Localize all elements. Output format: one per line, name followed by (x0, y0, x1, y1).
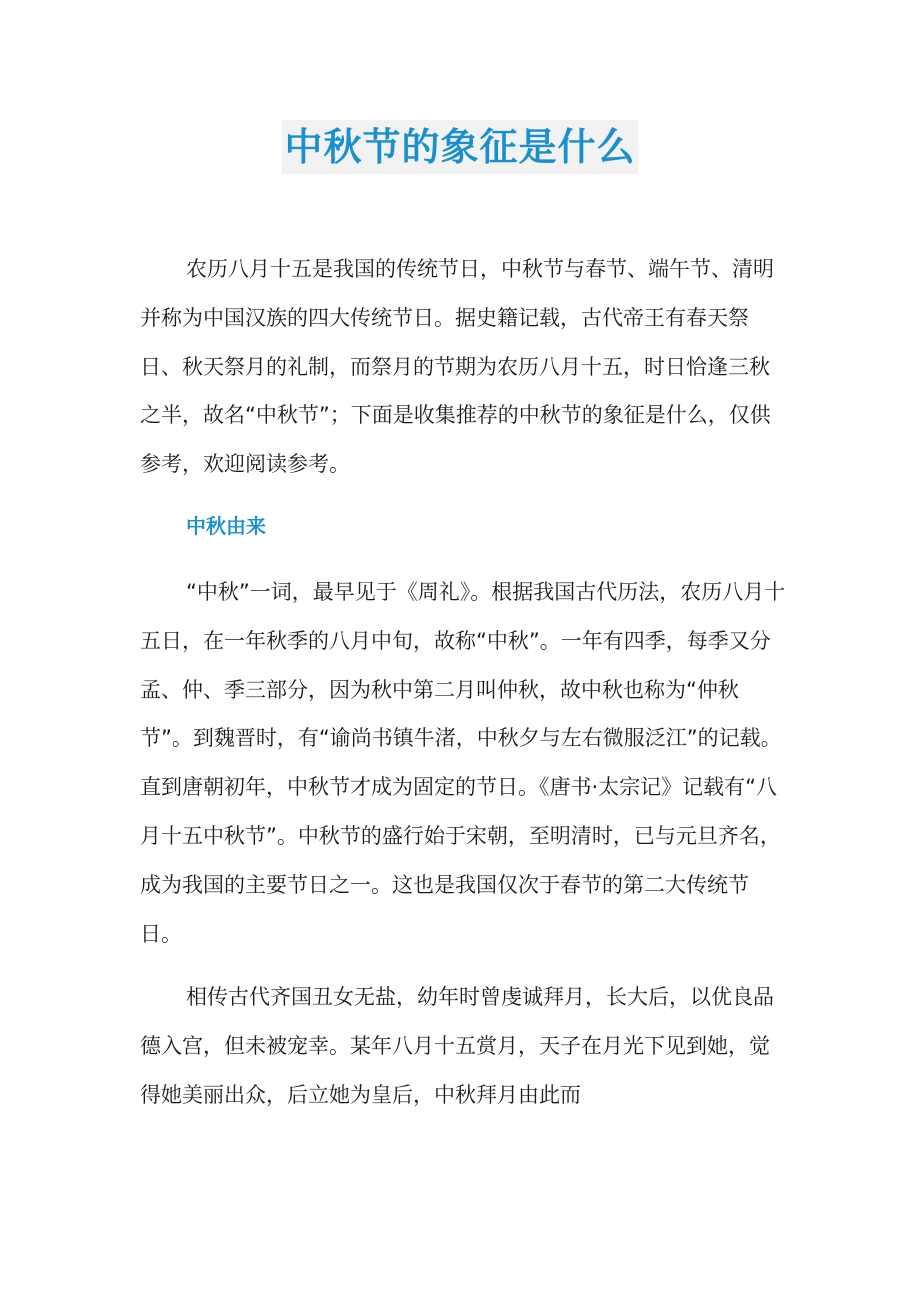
title-container (0, 120, 920, 174)
intro-text: 农历八月十五是我国的传统节日，中秋节与春节、端午节、清明并称为中国汉族的四大传统节日。据史籍记载，古代帝王有春天祭日、秋天祭月的礼制，而祭月的节期为农历八月十五，时日恰逢三秋之半，故名“中秋节”；下面是收集推荐的中秋节的象征是什么，仅供参考，欢迎阅读参考。 (140, 257, 774, 477)
section-heading: 中秋由来 (186, 514, 266, 538)
section-paragraph-2 (140, 973, 790, 1119)
intro-paragraph (140, 245, 790, 489)
section-paragraph-1-text: “中秋”一词，最早见于《周礼》。根据我国古代历法，农历八月十五日，在一年秋季的八月中旬，故称“中秋”。一年有四季，每季又分孟、仲、季三部分，因为秋中第二月叫仲秋，故中秋也称为“仲秋节”。到魏晋时，有“谕尚书镇牛渚，中秋夕与左右微服泛江”的记载。直到唐朝初年，中秋节才成为固定的节日。《唐书·太宗记》记载有“八月十五中秋节”。中秋节的盛行始于宋朝，至明清时，已与元旦齐名，成为我国的主要节日之一。这也是我国仅次于春节的第二大传统节日。 (140, 580, 786, 946)
section-paragraph-2-text: 相传古代齐国丑女无盐，幼年时曾虔诚拜月，长大后，以优良品德入宫，但未被宠幸。某年八月十五赏月，天子在月光下见到她，觉得她美丽出众，后立她为皇后，中秋拜月由此而 (140, 985, 774, 1107)
page-title: 中秋节的象征是什么 (282, 120, 637, 174)
section-paragraph-1 (140, 568, 790, 958)
